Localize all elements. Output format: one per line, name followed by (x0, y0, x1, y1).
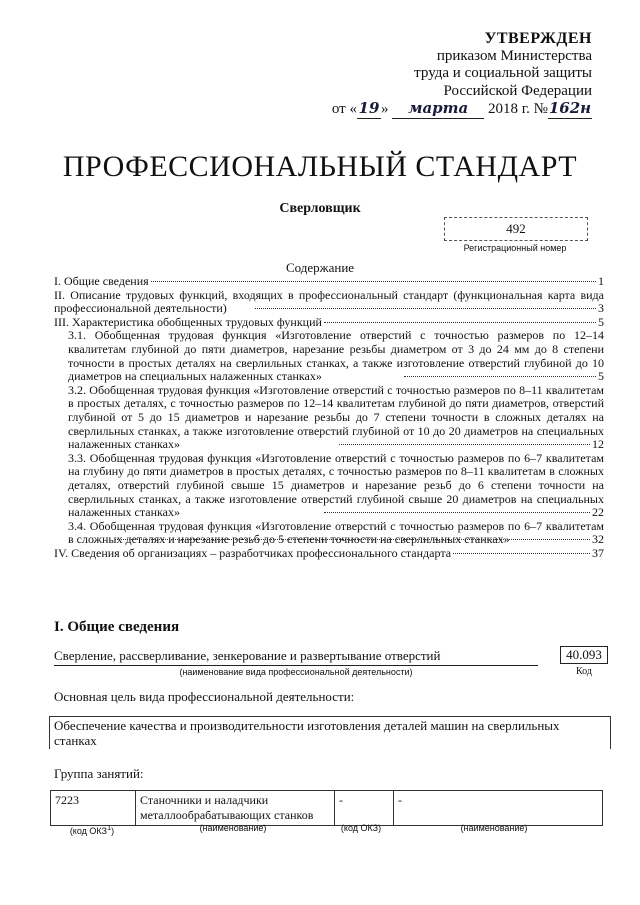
okz-code-caption-2: (код ОКЗ) (340, 823, 382, 833)
toc-item-page: 5 (598, 314, 604, 329)
toc-item-text: I. Общие сведения (54, 274, 149, 288)
toc-title: Содержание (285, 260, 355, 275)
toc-item-text: 3.3. Обобщенная трудовая функция «Изготовление отверстий с точностью размеров по 6–7 квалитетам на глубину до пяти диаметров в простых деталях, с точностью размеров по 8–11 квалитетам в сложных деталях, отверстий глубиной свыше 15 диаметров и нарезание резьб до 6 степени точности на сверлильных станках, а также изготовление отверстий глубиной свыше 20 диаметров на специальных налаженных станках» (68, 450, 604, 520)
approval-line-3: Российской Федерации (443, 82, 592, 99)
table-row (51, 791, 603, 826)
table-of-contents (54, 275, 604, 560)
activity-name-field: Сверление, рассверливание, зенкерование и развертывание отверстий (54, 648, 538, 666)
okz-code-1: 7223 (51, 791, 136, 826)
date-prefix: от « (331, 101, 357, 117)
toc-item-page: 12 (592, 437, 604, 452)
okz-code-caption-1: (код ОКЗ$^1$) (69, 823, 115, 836)
date-year: 2018 г. № (487, 101, 548, 117)
name-caption-2: (наименование) (460, 823, 528, 833)
toc-item[interactable] (54, 316, 604, 330)
toc-item-text: III. Характеристика обобщенных трудовых функций (54, 314, 322, 329)
approval-line-1: приказом Министерства (436, 47, 592, 64)
toc-item-page: 32 (592, 532, 604, 547)
okz-code-2: - (335, 791, 394, 826)
toc-item[interactable] (54, 329, 604, 383)
toc-item[interactable] (54, 275, 604, 289)
approval-line-2: труда и социальной защиты (414, 65, 592, 81)
occupation-name-2: - (394, 791, 603, 826)
document-title: ПРОФЕССИОНАЛЬНЫЙ СТАНДАРТ (62, 150, 578, 183)
registration-number-label: Регистрационный номер (463, 243, 567, 253)
toc-item-text: 3.1. Обобщенная трудовая функция «Изготовление отверстий с точностью размеров по 12–14 квалитетам глубиной до пяти диаметров, нарезание резьбы диаметром от 3 до 24 мм до 8 степени точности в простых деталях на сверлильных станках, а также изготовление отверстий глубиной до 10 диаметров на специальных налаженных станках» (68, 328, 604, 384)
section-heading: I. Общие сведения (54, 619, 180, 635)
document-subtitle: Сверловщик (279, 201, 361, 216)
toc-item[interactable] (54, 384, 604, 452)
toc-item-page: 1 (598, 274, 604, 288)
toc-item-text: 3.2. Обобщенная трудовая функция «Изготовление отверстий с точностью размеров по 8–11 квалитетам в простых деталях, с точностью размеров по 12–14 квалитетам глубиной до пяти диаметров, отверстий глубиной от 5 до 15 диаметров и нарезание резьбы до 7 степени точности в сложных деталях на сверлильных станках, а также изготовление отверстий глубиной от 10 до 20 диаметров на специальных налаженных станках» (68, 382, 604, 452)
approval-title: УТВЕРЖДЕН (484, 30, 592, 47)
toc-item[interactable] (54, 452, 604, 520)
toc-item-page: 22 (592, 505, 604, 520)
approval-block (330, 30, 592, 119)
goal-text: Обеспечение качества и производительности изготовления деталей машин на сверлильных станках (54, 718, 560, 748)
group-label: Группа занятий: (54, 766, 144, 781)
goal-label: Основная цель вида профессиональной деятельности: (54, 689, 355, 704)
order-number: 162н (548, 99, 592, 117)
toc-item-page: 37 (592, 545, 604, 560)
name-caption-1: (наименование) (199, 823, 267, 833)
date-mid: » (380, 101, 389, 117)
date-month: марта (392, 100, 484, 119)
registration-number-box: 492 (444, 217, 588, 241)
toc-item[interactable] (54, 520, 604, 547)
occupation-table (50, 790, 603, 826)
activity-code-box: 40.093 (560, 646, 608, 664)
toc-item-text: 3.4. Обобщенная трудовая функция «Изготовление отверстий с точностью размеров по 6–7 квалитетам в сложных деталях и нарезание резьб до 5 степени точности на сверлильных станках» (68, 518, 604, 547)
activity-caption: (наименование вида профессиональной деятельности) (179, 667, 413, 677)
toc-item-page: 5 (598, 369, 604, 384)
occupation-name-1: Станочники и наладчики металлообрабатывающих станков (136, 791, 335, 826)
approval-date-line (330, 100, 592, 119)
toc-item-text: IV. Сведения об организациях – разработчиках профессионального стандарта (54, 545, 452, 560)
toc-item-text: II. Описание трудовых функций, входящих в профессиональный стандарт (функциональная карта вида профессиональной деятельности) (54, 287, 604, 316)
toc-item[interactable] (54, 547, 604, 561)
date-day: 19 (358, 99, 380, 117)
toc-item-page: 3 (598, 301, 604, 316)
code-caption: Код (576, 666, 592, 677)
